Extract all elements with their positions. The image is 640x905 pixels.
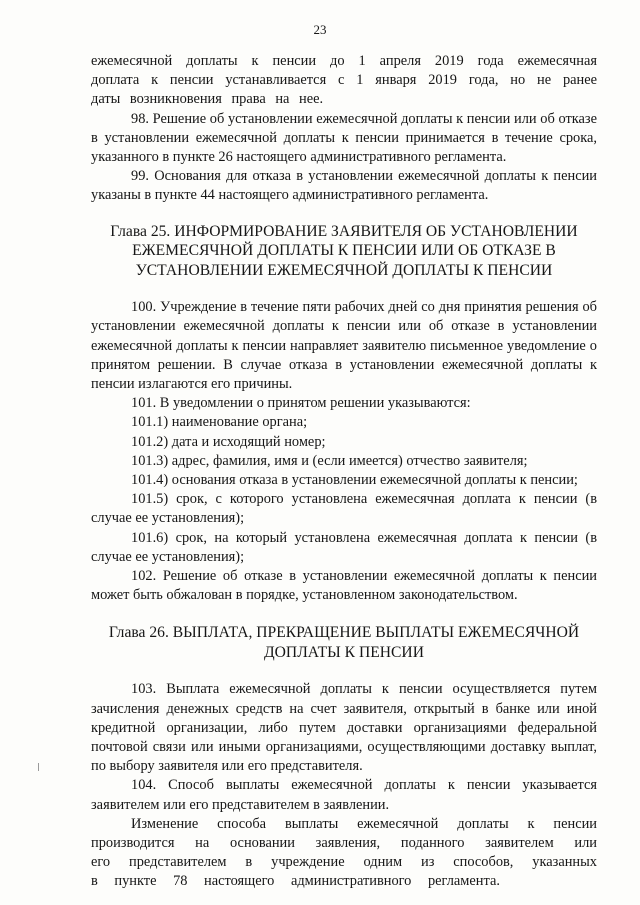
- paragraph-101-2: 101.2) дата и исходящий номер;: [131, 433, 326, 450]
- scan-margin-mark: [38, 763, 39, 771]
- paragraph-102: 102. Решение об отказе в установлении ежемесячной доплаты к пенсии может быть обжалован в порядке, установленном законодательством.: [91, 567, 597, 604]
- chapter-26-heading: [91, 623, 597, 662]
- chapter-26-title-line-1: Глава 26. ВЫПЛАТА, ПРЕКРАЩЕНИЕ ВЫПЛАТЫ ЕЖЕМЕСЯЧНОЙ: [108, 624, 580, 642]
- paragraph-change-of-payment-method: Изменение способа выплаты ежемесячной доплаты к пенсии производится на основании заявления, поданного заявителем или его представителем в учреждение одним из способов, указанных в пункте 78 настоящего административного регламента.: [91, 815, 597, 890]
- paragraph-98: 98. Решение об установлении ежемесячной доплаты к пенсии или об отказе в установлении ежемесячной доплаты к пенсии принимается в течение срока, указанного в пункте 26 настоящего административного регламента.: [91, 110, 597, 166]
- page-number: 23: [313, 22, 327, 37]
- paragraph-99: 99. Основания для отказа в установлении ежемесячной доплаты к пенсии указаны в пункте 44 настоящего административного регламента.: [91, 168, 597, 204]
- paragraph-101-5: 101.5) срок, с которого установлена ежемесячная доплата к пенсии (в случае ее установления);: [91, 491, 597, 527]
- chapter-26-title-line-2: ДОПЛАТЫ К ПЕНСИИ: [264, 643, 424, 661]
- paragraph-101: 101. В уведомлении о принятом решении указываются:: [131, 395, 471, 412]
- paragraph-100: 100. Учреждение в течение пяти рабочих дней со дня принятия решения об установлении ежемесячной доплаты к пенсии или об отказе в установлении ежемесячной доплаты к пенсии направляет заявителю письменное уведомление о принятом решении. В случае отказа в установлении ежемесячной доплаты к пенсии излагаются его причины.: [91, 299, 597, 392]
- paragraph-continuation: ежемесячной доплаты к пенсии до 1 апреля 2019 года ежемесячная доплата к пенсии устанавливается с 1 января 2019 года, но не ранее даты возникновения права на нее.: [91, 53, 597, 108]
- paragraph-101-1: 101.1) наименование органа;: [131, 414, 308, 431]
- paragraph-101-6: 101.6) срок, на который установлена ежемесячная доплата к пенсии (в случае ее установления);: [91, 529, 597, 565]
- paragraph-101-4: 101.4) основания отказа в установлении ежемесячной доплаты к пенсии;: [131, 471, 578, 488]
- chapter-25-title-line-1: Глава 25. ИНФОРМИРОВАНИЕ ЗАЯВИТЕЛЯ ОБ УСТАНОВЛЕНИИ: [110, 222, 578, 240]
- chapter-25-title-line-3: УСТАНОВЛЕНИИ ЕЖЕМЕСЯЧНОЙ ДОПЛАТЫ К ПЕНСИИ: [135, 261, 553, 279]
- paragraph-103: 103. Выплата ежемесячной доплаты к пенсии осуществляется путем зачисления денежных средств на счет заявителя, открытый в банке или иной кредитной организации, либо путем доставки организациями федеральной почтовой связи или иными организациями, осуществляющими доставку выплат, по выбору заявителя или его представителя.: [91, 681, 597, 775]
- paragraph-104: 104. Способ выплаты ежемесячной доплаты к пенсии указывается заявителем или его представителем в заявлении.: [91, 777, 597, 813]
- chapter-25-heading: [91, 222, 597, 281]
- chapter-25-title-line-2: ЕЖЕМЕСЯЧНОЙ ДОПЛАТЫ К ПЕНСИИ ИЛИ ОБ ОТКАЗЕ В: [132, 242, 556, 260]
- paragraph-101-3: 101.3) адрес, фамилия, имя и (если имеется) отчество заявителя;: [131, 452, 528, 469]
- document-body: [91, 52, 597, 892]
